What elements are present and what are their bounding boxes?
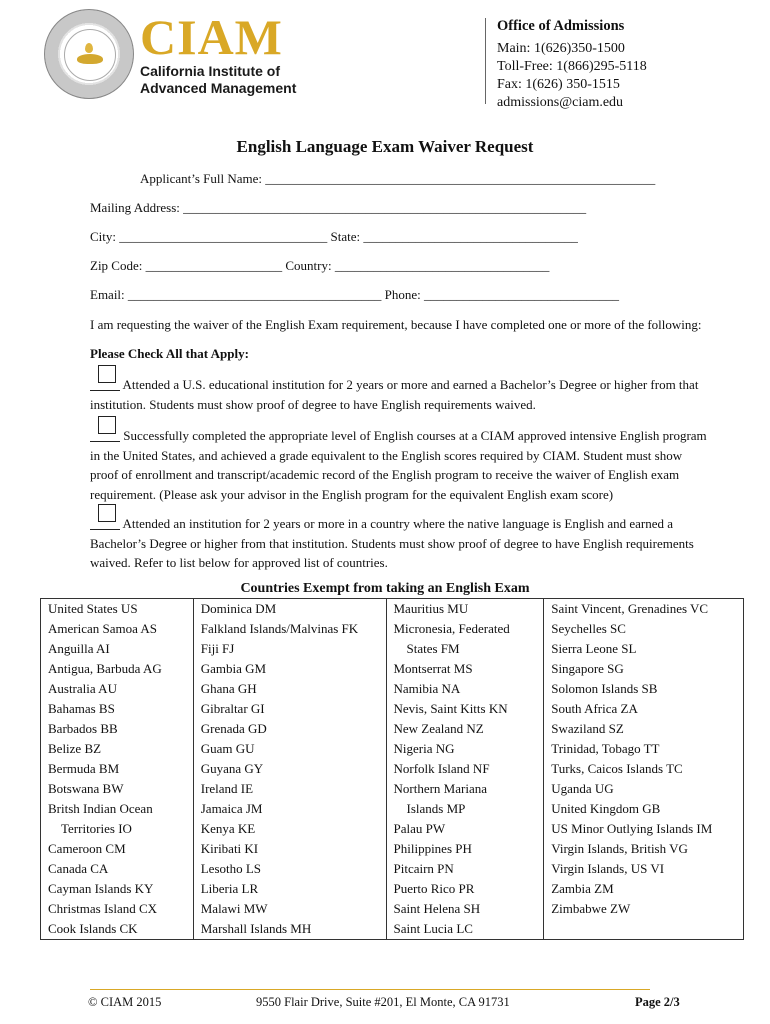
table-row: [41, 599, 744, 620]
main-phone: Main: 1(626)350-1500: [497, 41, 625, 56]
country-cell: Palau PW: [386, 819, 544, 839]
country-cell: Bermuda BM: [41, 759, 194, 779]
country-cell: Dominica DM: [193, 599, 386, 620]
brand-subtitle: [140, 63, 296, 97]
country-cell: Zimbabwe ZW: [544, 899, 744, 919]
option-2-checkbox[interactable]: [90, 428, 120, 442]
table-row: [41, 839, 744, 859]
country-cell: Namibia NA: [386, 679, 544, 699]
country-cell: United Kingdom GB: [544, 799, 744, 819]
option-2: [90, 426, 750, 504]
country-cell: Bahamas BS: [41, 699, 194, 719]
country-cell: Marshall Islands MH: [193, 919, 386, 940]
country-cell: Ghana GH: [193, 679, 386, 699]
country-cell: Belize BZ: [41, 739, 194, 759]
country-cell: Puerto Rico PR: [386, 879, 544, 899]
country-cell: United States US: [41, 599, 194, 620]
brand-name: CIAM: [140, 9, 283, 65]
mailing-address-field[interactable]: Mailing Address: ______________________________________________________________: [90, 200, 587, 215]
table-row: [41, 679, 744, 699]
lamp-icon: [77, 54, 103, 64]
country-cell: Islands MP: [386, 799, 544, 819]
table-row: [41, 819, 744, 839]
country-cell: Saint Helena SH: [386, 899, 544, 919]
check-all-heading: Please Check All that Apply:: [90, 346, 249, 361]
country-cell: Lesotho LS: [193, 859, 386, 879]
option-1-text-b: institution. Students must show proof of degree to have English requirements waived.: [90, 396, 536, 412]
option-1-text-a: Attended a U.S. educational institution for 2 years or more and earned a Bachelor’s Degree or higher from that: [120, 377, 699, 392]
option-3-text-b: Bachelor’s Degree or higher from that institution. Students must show proof of degree to have English requirements: [90, 535, 694, 551]
country-cell: Uganda UG: [544, 779, 744, 799]
country-cell: Seychelles SC: [544, 619, 744, 639]
country-cell: Mauritius MU: [386, 599, 544, 620]
country-cell: Saint Vincent, Grenadines VC: [544, 599, 744, 620]
country-cell: Malawi MW: [193, 899, 386, 919]
country-cell: Liberia LR: [193, 879, 386, 899]
lamp-flame-icon: [85, 43, 93, 53]
country-cell: Kiribati KI: [193, 839, 386, 859]
table-row: [41, 779, 744, 799]
country-cell: States FM: [386, 639, 544, 659]
table-row: [41, 719, 744, 739]
option-2-text-a: Successfully completed the appropriate level of English courses at a CIAM approved intensive English program: [120, 428, 707, 443]
fax-number: Fax: 1(626) 350-1515: [497, 77, 620, 92]
countries-table: [40, 598, 744, 940]
option-3-text-a: Attended an institution for 2 years or more in a country where the native language is English and earned a: [120, 516, 674, 531]
table-row: [41, 919, 744, 940]
country-cell: Nigeria NG: [386, 739, 544, 759]
country-cell: Norfolk Island NF: [386, 759, 544, 779]
option-2-text-d: requirement. (Please ask your advisor in the English program for the equivalent English exam score): [90, 486, 614, 502]
option-1-checkbox[interactable]: [90, 377, 120, 391]
country-cell: Canada CA: [41, 859, 194, 879]
ciam-seal-logo: [44, 9, 134, 99]
table-row: [41, 619, 744, 639]
country-cell: Pitcairn PN: [386, 859, 544, 879]
seal-center: [64, 29, 116, 81]
country-cell: Gibraltar GI: [193, 699, 386, 719]
country-cell: South Africa ZA: [544, 699, 744, 719]
country-cell: Kenya KE: [193, 819, 386, 839]
country-cell: Cameroon CM: [41, 839, 194, 859]
option-2-text-b: in the United States, and achieved a grade equivalent to the English scores required by CIAM. Student must show: [90, 447, 683, 463]
country-cell: Jamaica JM: [193, 799, 386, 819]
option-3-text-c: waived. Refer to list below for approved list of countries.: [90, 555, 388, 570]
office-title: Office of Admissions: [497, 18, 625, 34]
country-cell: Singapore SG: [544, 659, 744, 679]
country-cell: Virgin Islands, US VI: [544, 859, 744, 879]
country-cell: Cayman Islands KY: [41, 879, 194, 899]
brand-line-1: California Institute of: [140, 63, 280, 79]
country-cell: Grenada GD: [193, 719, 386, 739]
country-cell: American Samoa AS: [41, 619, 194, 639]
country-cell: New Zealand NZ: [386, 719, 544, 739]
country-cell: US Minor Outlying Islands IM: [544, 819, 744, 839]
table-row: [41, 859, 744, 879]
country-cell: Gambia GM: [193, 659, 386, 679]
country-cell: [544, 919, 744, 940]
table-row: [41, 799, 744, 819]
country-cell: Britsh Indian Ocean: [41, 799, 194, 819]
countries-table-title: Countries Exempt from taking an English Exam: [240, 581, 530, 596]
admissions-email: admissions@ciam.edu: [497, 95, 624, 110]
option-2-text-c: proof of enrollment and transcript/academic record of the English program to receive the waiver of English exam: [90, 467, 680, 482]
table-row: [41, 899, 744, 919]
city-state-field[interactable]: City: ________________________________ State: _________________________________: [90, 229, 578, 244]
country-cell: Virgin Islands, British VG: [544, 839, 744, 859]
country-cell: Territories IO: [41, 819, 194, 839]
country-cell: Montserrat MS: [386, 659, 544, 679]
country-cell: Anguilla AI: [41, 639, 194, 659]
option-3-checkbox[interactable]: [90, 516, 120, 530]
table-row: [41, 659, 744, 679]
footer-page-number: Page 2/3: [635, 995, 680, 1009]
table-row: [41, 739, 744, 759]
country-cell: Australia AU: [41, 679, 194, 699]
table-row: [41, 759, 744, 779]
footer-copyright: © CIAM 2015: [88, 995, 162, 1009]
footer-rule: [90, 989, 650, 990]
tollfree-phone: Toll-Free: 1(866)295-5118: [497, 59, 647, 74]
country-cell: Saint Lucia LC: [386, 919, 544, 940]
table-row: [41, 699, 744, 719]
country-cell: Trinidad, Tobago TT: [544, 739, 744, 759]
full-name-field[interactable]: Applicant’s Full Name: ____________________________________________________________: [140, 171, 656, 186]
table-row: [41, 639, 744, 659]
country-cell: Micronesia, Federated: [386, 619, 544, 639]
header-divider: [485, 18, 486, 104]
country-cell: Nevis, Saint Kitts KN: [386, 699, 544, 719]
office-contact: [497, 17, 647, 112]
country-cell: Ireland IE: [193, 779, 386, 799]
country-cell: Solomon Islands SB: [544, 679, 744, 699]
table-row: [41, 879, 744, 899]
country-cell: Sierra Leone SL: [544, 639, 744, 659]
option-1: [90, 375, 750, 414]
country-cell: Zambia ZM: [544, 879, 744, 899]
option-3: [90, 514, 750, 573]
country-cell: Philippines PH: [386, 839, 544, 859]
country-cell: Turks, Caicos Islands TC: [544, 759, 744, 779]
country-cell: Northern Mariana: [386, 779, 544, 799]
email-phone-field[interactable]: Email: _______________________________________ Phone: ______________________________: [90, 287, 620, 302]
country-cell: Christmas Island CX: [41, 899, 194, 919]
country-cell: Guam GU: [193, 739, 386, 759]
country-cell: Barbados BB: [41, 719, 194, 739]
zip-country-field[interactable]: Zip Code: _____________________ Country: _________________________________: [90, 258, 550, 273]
country-cell: Falkland Islands/Malvinas FK: [193, 619, 386, 639]
country-cell: Botswana BW: [41, 779, 194, 799]
country-cell: Antigua, Barbuda AG: [41, 659, 194, 679]
country-cell: Guyana GY: [193, 759, 386, 779]
brand-line-2: Advanced Management: [140, 80, 297, 96]
request-statement: I am requesting the waiver of the English Exam requirement, because I have completed one or more of the following:: [90, 317, 702, 332]
form-title: English Language Exam Waiver Request: [236, 137, 534, 156]
country-cell: Swaziland SZ: [544, 719, 744, 739]
country-cell: Cook Islands CK: [41, 919, 194, 940]
footer-address: 9550 Flair Drive, Suite #201, El Monte, CA 91731: [256, 995, 510, 1009]
country-cell: Fiji FJ: [193, 639, 386, 659]
